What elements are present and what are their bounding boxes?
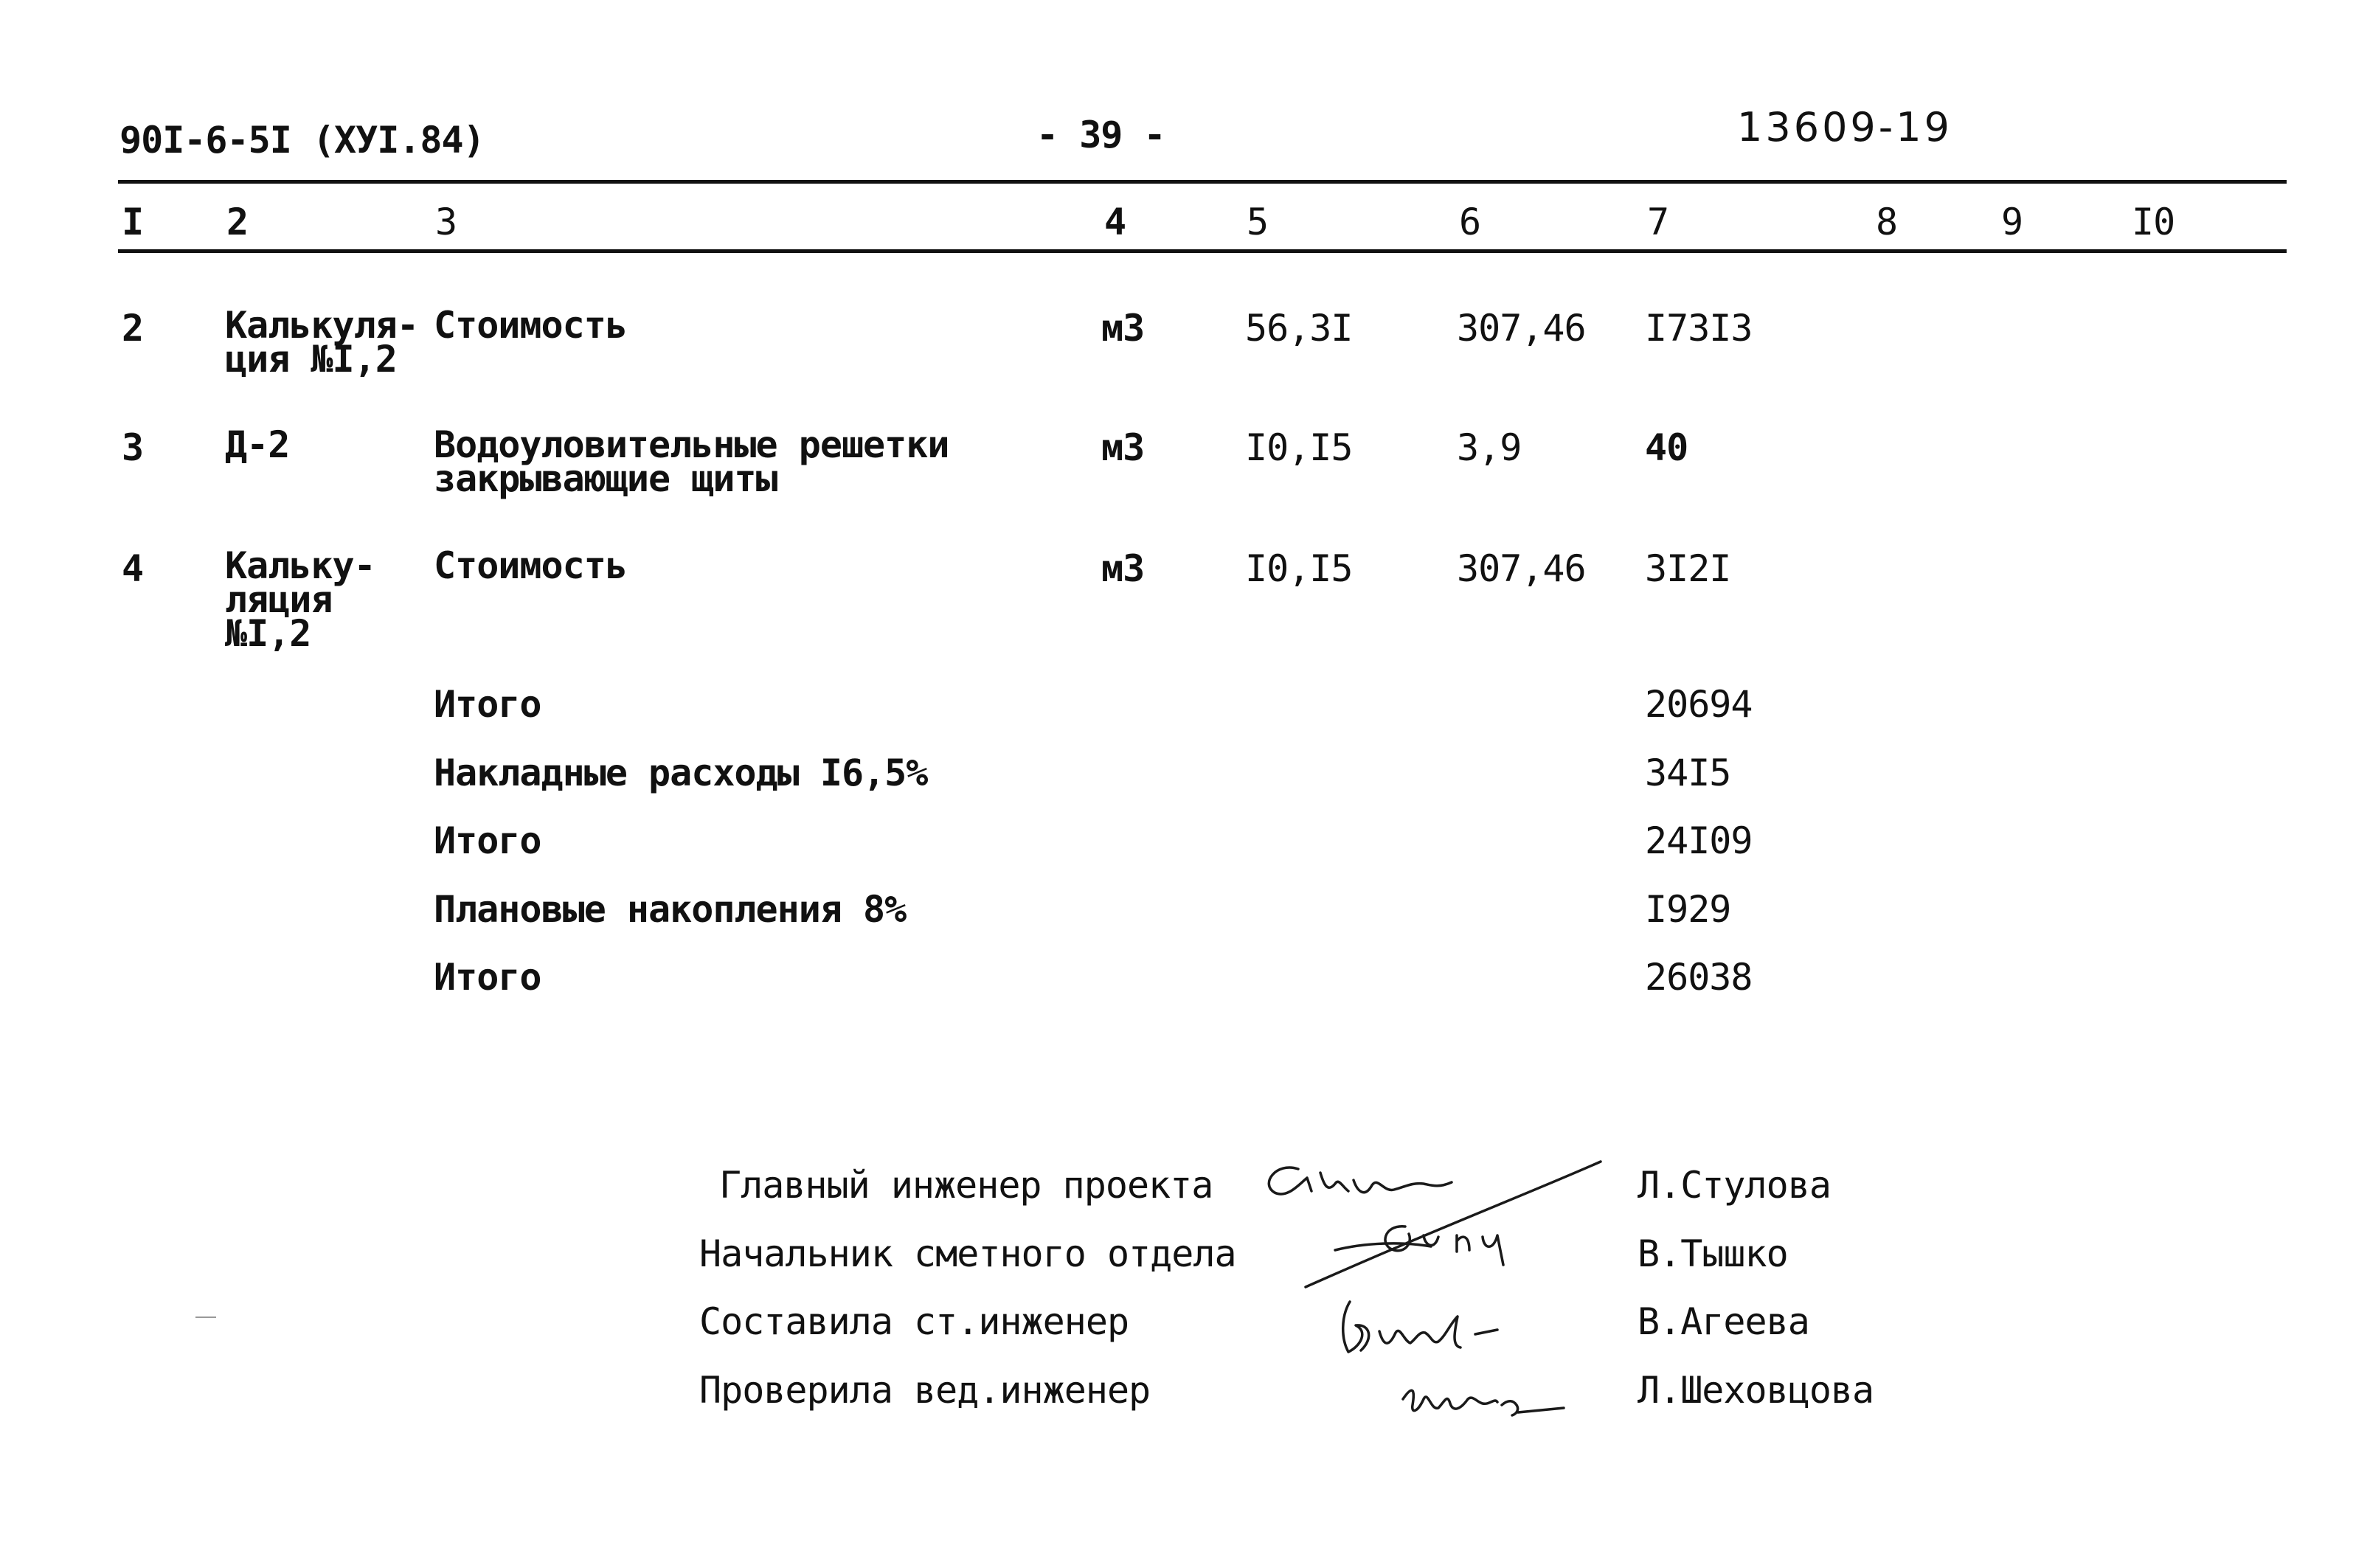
row-total: 40: [1645, 426, 1688, 469]
row-code: [225, 544, 375, 655]
summary-label: Плановые накопления 8%: [434, 888, 907, 931]
handwritten-signature: [1387, 1361, 1579, 1427]
summary-value: 34I5: [1645, 752, 1731, 794]
row-code-line: ляция: [225, 578, 333, 621]
row-name-line: закрывающие щиты: [434, 457, 777, 500]
row-unit-price: 307,46: [1457, 547, 1586, 590]
row-number: 2: [122, 307, 144, 350]
column-header: 6: [1459, 201, 1481, 243]
row-unit: м3: [1101, 547, 1145, 590]
row-name-line: Стоимость: [434, 544, 627, 587]
row-unit-price: 3,9: [1457, 426, 1522, 469]
row-code-line: Д-2: [225, 423, 290, 466]
table-top-rule: [118, 180, 2287, 184]
row-unit: м3: [1101, 307, 1145, 350]
row-name: [434, 423, 949, 500]
row-code-line: №I,2: [225, 612, 311, 655]
signatory-name: Л.Шеховцова: [1638, 1369, 1874, 1412]
row-code: [225, 304, 418, 381]
column-header: 5: [1247, 201, 1269, 243]
handwritten-signature: [1254, 1139, 1608, 1302]
row-number: 4: [122, 547, 144, 590]
row-number: 3: [122, 426, 144, 469]
signatory-name: В.Тышко: [1638, 1232, 1788, 1275]
signatory-role: Составила ст.инженер: [699, 1300, 1129, 1343]
column-header: I: [122, 201, 144, 243]
handwritten-signature: [1328, 1287, 1564, 1368]
column-header: I0: [2132, 201, 2175, 243]
column-header: 7: [1647, 201, 1669, 243]
row-code: [225, 423, 290, 466]
row-name-line: Стоимость: [434, 304, 627, 347]
summary-label: Накладные расходы I6,5%: [434, 752, 928, 794]
row-code-line: ция №I,2: [225, 338, 397, 381]
summary-value: 24I09: [1645, 819, 1753, 862]
column-header: 9: [2001, 201, 2023, 243]
signatory-role: Начальник сметного отдела: [699, 1232, 1236, 1275]
row-code-line: Кальку-: [225, 544, 375, 587]
document-code: 90I-6-5I (XУI.84): [119, 119, 485, 162]
row-quantity: I0,I5: [1245, 547, 1353, 590]
summary-label: Итого: [434, 819, 541, 862]
summary-value: 26038: [1645, 956, 1753, 999]
row-name: [434, 544, 627, 587]
summary-value: 20694: [1645, 683, 1753, 726]
column-header: 2: [226, 201, 249, 243]
row-total: I73I3: [1645, 307, 1753, 350]
summary-label: Итого: [434, 683, 541, 726]
signatory-name: Л.Стулова: [1638, 1164, 1831, 1207]
row-unit-price: 307,46: [1457, 307, 1586, 350]
sheet-number: 13609-19: [1737, 104, 1952, 150]
row-name: [434, 304, 627, 347]
row-quantity: 56,3I: [1245, 307, 1353, 350]
row-quantity: I0,I5: [1245, 426, 1353, 469]
row-total: 3I2I: [1645, 547, 1731, 590]
summary-label: Итого: [434, 956, 541, 999]
scan-mark: [195, 1317, 216, 1318]
column-header: 4: [1104, 201, 1126, 243]
signatory-name: В.Агеева: [1638, 1300, 1809, 1343]
row-unit: м3: [1101, 426, 1145, 469]
row-code-line: Калькуля-: [225, 304, 418, 347]
page-number: - 39 -: [1036, 114, 1165, 156]
signatory-role: Главный инженер проекта: [719, 1164, 1213, 1207]
table-header-bottom-rule: [118, 249, 2287, 253]
summary-value: I929: [1645, 888, 1731, 931]
signatory-role: Проверила вед.инженер: [699, 1369, 1151, 1412]
column-header: 8: [1876, 201, 1898, 243]
row-name-line: Водоуловительные решетки: [434, 423, 949, 466]
column-header: 3: [435, 201, 457, 243]
